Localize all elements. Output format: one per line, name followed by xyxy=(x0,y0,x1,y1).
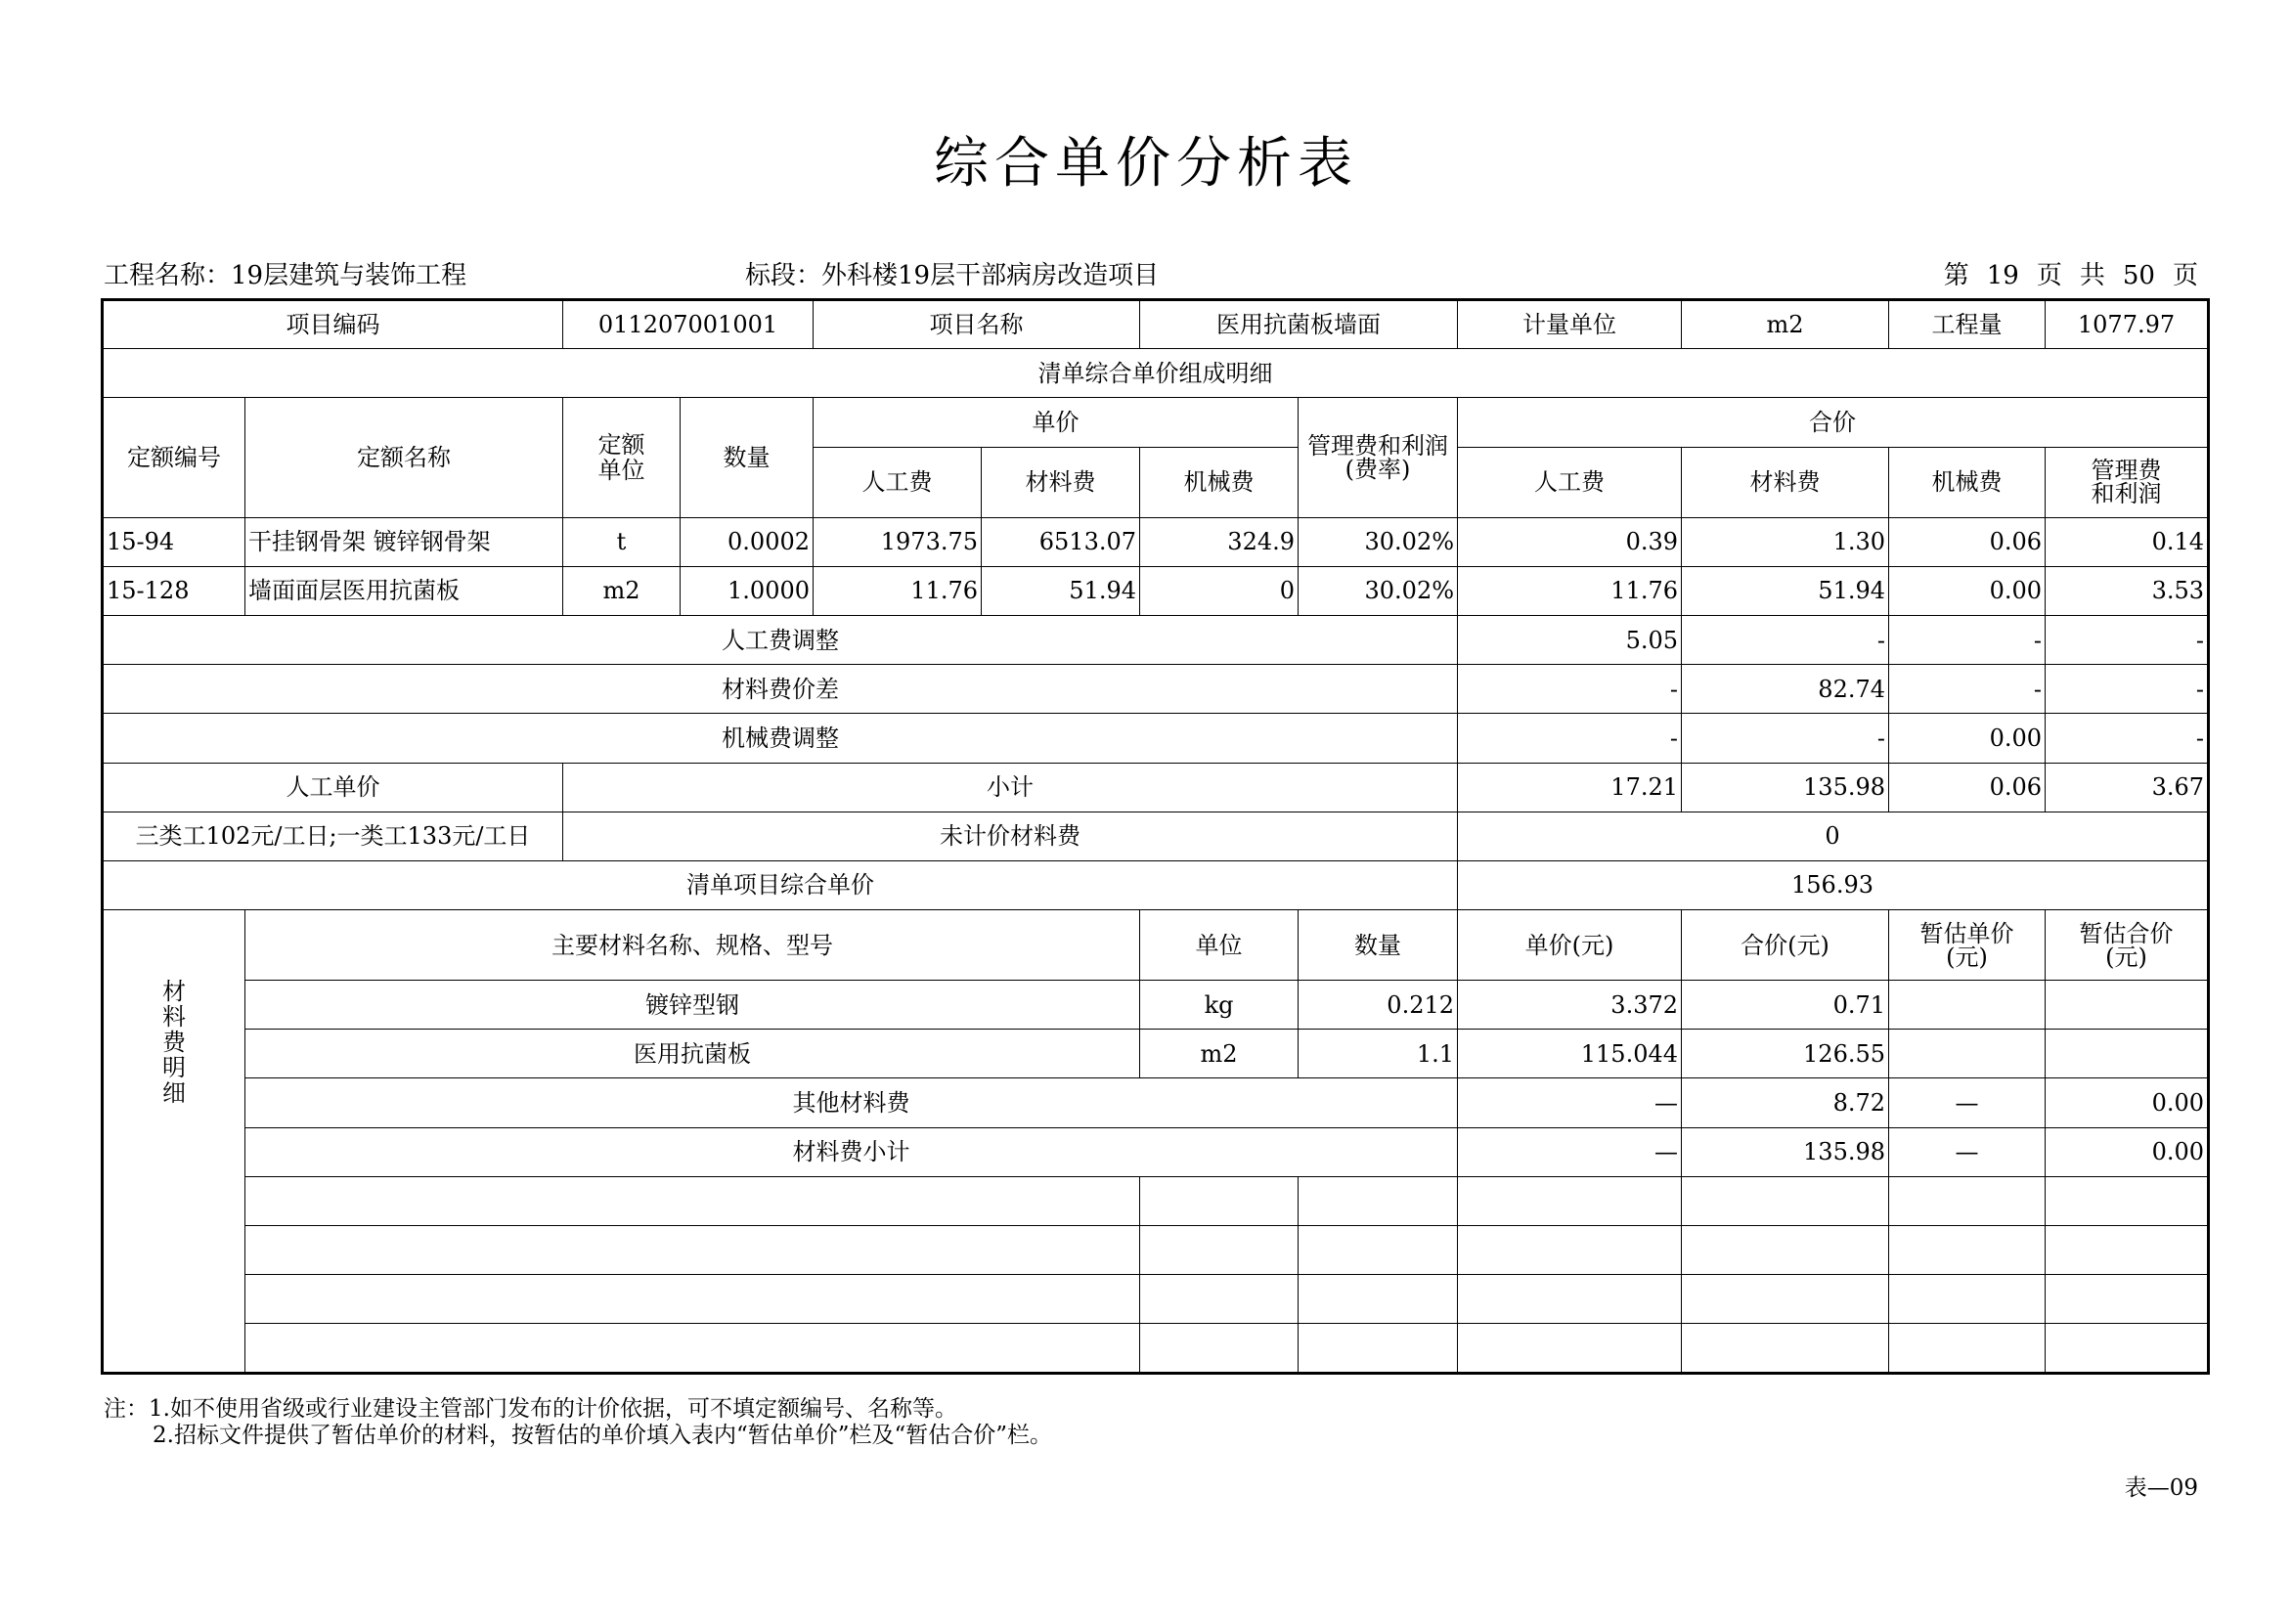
other-material-est-total: 0.00 xyxy=(2046,1078,2209,1127)
adjust-material: 82.74 xyxy=(1682,665,1889,714)
subtotal-material: 135.98 xyxy=(1682,763,1889,812)
col-est-total: 暂估合价(元) xyxy=(2079,919,2174,971)
adjust-machine: - xyxy=(1889,665,2046,714)
material-name: 镀锌型钢 xyxy=(245,981,1140,1030)
mgmt-rate: 30.02% xyxy=(1299,566,1458,615)
item-qty: 1077.97 xyxy=(2046,300,2209,349)
total-prefix: 共 xyxy=(2079,261,2105,290)
adjust-labor: 5.05 xyxy=(1458,615,1682,664)
material-total: 126.55 xyxy=(1682,1030,1889,1078)
subtotal-mgmt: 3.67 xyxy=(2046,763,2209,812)
section-title-row xyxy=(103,349,2209,398)
total-pages: 50 xyxy=(2122,261,2155,290)
quota-qty: 0.0002 xyxy=(681,517,814,566)
material-row xyxy=(103,1030,2209,1078)
material-name: 医用抗菌板 xyxy=(245,1030,1140,1078)
unit-material: 51.94 xyxy=(982,566,1140,615)
item-unit: m2 xyxy=(1682,300,1889,349)
section-name: 标段：外科楼19层干部病房改造项目 xyxy=(745,261,1160,290)
col-labor: 人工费 xyxy=(814,447,982,517)
other-material-price: — xyxy=(1458,1078,1682,1127)
adjust-machine: 0.00 xyxy=(1889,714,2046,763)
unpriced-material-label: 未计价材料费 xyxy=(563,812,1458,860)
material-qty: 0.212 xyxy=(1299,981,1458,1030)
adjust-mgmt: - xyxy=(2046,714,2209,763)
page-prefix: 第 xyxy=(1943,261,1969,290)
material-unit: m2 xyxy=(1140,1030,1299,1078)
table-row xyxy=(103,566,2209,615)
col-material-qty: 数量 xyxy=(1299,910,1458,981)
section-title: 清单综合单价组成明细 xyxy=(103,349,2209,398)
material-qty: 1.1 xyxy=(1299,1030,1458,1078)
quota-qty: 1.0000 xyxy=(681,566,814,615)
quota-unit: m2 xyxy=(563,566,681,615)
total-unit: 页 xyxy=(2172,261,2198,290)
total-machine: 0.00 xyxy=(1889,566,2046,615)
total-labor: 11.76 xyxy=(1458,566,1682,615)
labor-rate-label: 人工单价 xyxy=(103,763,563,812)
unpriced-material-amount: 0 xyxy=(1458,812,2209,860)
adjust-label: 人工费调整 xyxy=(103,615,1458,664)
page-title: 综合单价分析表 xyxy=(934,132,1358,196)
table-row xyxy=(103,517,2209,566)
col-quota-name: 定额名称 xyxy=(245,398,563,517)
column-header-row xyxy=(103,398,2209,447)
col-est-price: 暂估单价(元) xyxy=(1919,919,2014,971)
adjust-labor: - xyxy=(1458,665,1682,714)
col-quota-code: 定额编号 xyxy=(103,398,245,517)
composite-price-row xyxy=(103,860,2209,909)
blank-row xyxy=(103,1275,2209,1324)
material-subtotal-est-price: — xyxy=(1889,1127,2046,1176)
material-header-row xyxy=(103,910,2209,981)
unit-material: 6513.07 xyxy=(982,517,1140,566)
material-total: 0.71 xyxy=(1682,981,1889,1030)
col-total-machine: 机械费 xyxy=(1889,447,2046,517)
adjust-material: - xyxy=(1682,615,1889,664)
item-info-row xyxy=(103,300,2209,349)
labor-rate-value: 三类工102元/工日;一类工133元/工日 xyxy=(103,812,563,860)
item-qty-label: 工程量 xyxy=(1889,300,2046,349)
adjust-machine: - xyxy=(1889,615,2046,664)
total-machine: 0.06 xyxy=(1889,517,2046,566)
other-material-total: 8.72 xyxy=(1682,1078,1889,1127)
total-mgmt: 3.53 xyxy=(2046,566,2209,615)
mgmt-rate: 30.02% xyxy=(1299,517,1458,566)
col-machine: 机械费 xyxy=(1140,447,1299,517)
adjust-row xyxy=(103,714,2209,763)
notes xyxy=(104,1396,1052,1449)
adjust-row xyxy=(103,665,2209,714)
col-material-name: 主要材料名称、规格、型号 xyxy=(245,910,1140,981)
adjust-label: 材料费价差 xyxy=(103,665,1458,714)
subtotal-label: 小计 xyxy=(563,763,1458,812)
col-material: 材料费 xyxy=(982,447,1140,517)
material-subtotal-total: 135.98 xyxy=(1682,1127,1889,1176)
page-number: 19 xyxy=(1986,261,2019,290)
blank-row xyxy=(103,1176,2209,1225)
adjust-row xyxy=(103,615,2209,664)
total-material: 51.94 xyxy=(1682,566,1889,615)
composite-price-label: 清单项目综合单价 xyxy=(103,860,1458,909)
other-material-label: 其他材料费 xyxy=(245,1078,1458,1127)
subtotal-row xyxy=(103,763,2209,812)
note-1: 注：1.如不使用省级或行业建设主管部门发布的计价依据，可不填定额编号、名称等。 xyxy=(104,1396,957,1422)
col-mgmt-rate: 管理费和利润(费率) xyxy=(1307,431,1449,483)
other-material-est-price: — xyxy=(1889,1078,2046,1127)
quota-name: 墙面面层医用抗菌板 xyxy=(245,566,563,615)
col-material-price: 单价(元) xyxy=(1458,910,1682,981)
col-quantity: 数量 xyxy=(681,398,814,517)
quota-unit: t xyxy=(563,517,681,566)
material-detail-side-label: 材料费明细 xyxy=(162,978,186,1108)
page-unit: 页 xyxy=(2036,261,2062,290)
adjust-material: - xyxy=(1682,714,1889,763)
unit-machine: 0 xyxy=(1140,566,1299,615)
material-unit: kg xyxy=(1140,981,1299,1030)
material-subtotal-label: 材料费小计 xyxy=(245,1127,1458,1176)
unpriced-material-row xyxy=(103,812,2209,860)
total-mgmt: 0.14 xyxy=(2046,517,2209,566)
material-subtotal-row xyxy=(103,1127,2209,1176)
col-total-price: 合价 xyxy=(1458,398,2209,447)
form-number: 表—09 xyxy=(2124,1475,2198,1501)
adjust-mgmt: - xyxy=(2046,615,2209,664)
blank-row xyxy=(103,1226,2209,1275)
material-price: 115.044 xyxy=(1458,1030,1682,1078)
adjust-labor: - xyxy=(1458,714,1682,763)
subtotal-labor: 17.21 xyxy=(1458,763,1682,812)
item-name-label: 项目名称 xyxy=(814,300,1140,349)
quota-code: 15-94 xyxy=(103,517,245,566)
page-indicator xyxy=(1926,256,2198,295)
unit-price-analysis-table xyxy=(101,298,2210,1375)
col-material-unit: 单位 xyxy=(1140,910,1299,981)
unit-machine: 324.9 xyxy=(1140,517,1299,566)
item-code-label: 项目编码 xyxy=(103,300,563,349)
col-unit-price: 单价 xyxy=(814,398,1299,447)
project-name: 工程名称：19层建筑与装饰工程 xyxy=(104,261,467,290)
adjust-mgmt: - xyxy=(2046,665,2209,714)
material-subtotal-est-total: 0.00 xyxy=(2046,1127,2209,1176)
quota-code: 15-128 xyxy=(103,566,245,615)
item-unit-label: 计量单位 xyxy=(1458,300,1682,349)
col-quota-unit: 定额单位 xyxy=(597,430,645,484)
material-row xyxy=(103,981,2209,1030)
unit-labor: 1973.75 xyxy=(814,517,982,566)
item-name: 医用抗菌板墙面 xyxy=(1140,300,1458,349)
material-price: 3.372 xyxy=(1458,981,1682,1030)
item-code: 011207001001 xyxy=(563,300,814,349)
blank-row xyxy=(103,1324,2209,1373)
col-total-mgmt: 管理费和利润 xyxy=(2091,457,2162,508)
col-material-total: 合价(元) xyxy=(1682,910,1889,981)
adjust-label: 机械费调整 xyxy=(103,714,1458,763)
note-2: 2.招标文件提供了暂估单价的材料，按暂估的单价填入表内“暂估单价”栏及“暂估合价”栏。 xyxy=(153,1423,1052,1448)
composite-price-value: 156.93 xyxy=(1458,860,2209,909)
col-total-material: 材料费 xyxy=(1682,447,1889,517)
total-labor: 0.39 xyxy=(1458,517,1682,566)
quota-name: 干挂钢骨架 镀锌钢骨架 xyxy=(245,517,563,566)
subtotal-machine: 0.06 xyxy=(1889,763,2046,812)
col-total-labor: 人工费 xyxy=(1458,447,1682,517)
total-material: 1.30 xyxy=(1682,517,1889,566)
material-subtotal-price: — xyxy=(1458,1127,1682,1176)
other-material-row xyxy=(103,1078,2209,1127)
unit-labor: 11.76 xyxy=(814,566,982,615)
